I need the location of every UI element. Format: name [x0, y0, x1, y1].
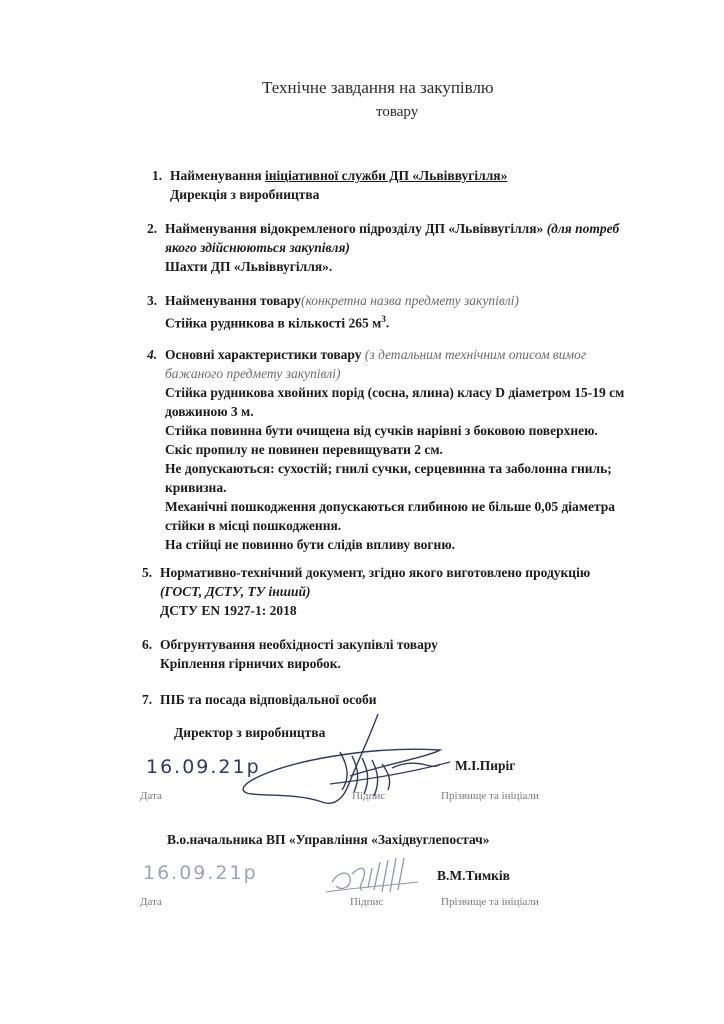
section-5 [142, 563, 591, 620]
section-heading: Обгрунтування необхідності закупівлі товару [160, 637, 438, 652]
signer-2-name: В.М.Тимків [437, 868, 510, 883]
section-number: 2. [147, 221, 158, 236]
signer-2-position: В.о.начальника ВП «Управління «Західвуглепостач» [167, 832, 490, 847]
section-value: Шахти ДП «Львіввугілля». [165, 259, 333, 274]
section-number: 5. [142, 565, 153, 580]
section-number: 7. [142, 692, 153, 707]
section-heading: Нормативно-технічний документ, згідно якого виготовлено продукцію [160, 565, 591, 580]
section-value: Стійка рудникова в кількості 265 $м^3$. [165, 314, 390, 331]
section-note: (конкретна назва предмету закупівлі) [301, 293, 519, 308]
section-number: 4. [147, 347, 158, 362]
signer-2-date-handwritten: 16.09.21р [143, 862, 258, 884]
section-heading: Найменування відокремленого підрозділу ДП «Львіввугілля» (для потреб [165, 221, 620, 236]
signer-1-date-label: Дата [140, 790, 162, 802]
section-line: Скіс пропилу не повинен перевищувати 2 см. [165, 442, 443, 457]
section-value: Дирекція з виробництва [170, 187, 320, 202]
section-line: кривизна. [165, 480, 227, 495]
signer-2-signature-label: Підпис [350, 896, 384, 908]
section-note: якого здійснюються закупівля) [165, 240, 350, 255]
section-line: Механічні пошкодження допускаються глибиною не більше 0,05 діаметра [165, 499, 616, 514]
signer-1-name-label: Прізвище та ініціали [441, 790, 539, 802]
section-heading: ПІБ та посада відповідальної особи [160, 692, 377, 707]
section-note: (для потреб [546, 221, 620, 236]
section-2 [147, 219, 620, 276]
section-line: довжиною 3 м. [165, 404, 254, 419]
section-number: 1. [152, 168, 163, 183]
signer-1-signature-label: Підпис [352, 790, 386, 802]
section-heading: Основні характеристики товару (з детальним технічним описом вимог [165, 347, 587, 362]
title-main: Технічне завдання на закупівлю [262, 78, 494, 97]
section-line: стійки в місці пошкодження. [165, 518, 342, 533]
section-heading: Найменування товару(конкретна назва предмету закупівлі) [165, 293, 519, 308]
section-heading-underlined: ініціативної служби ДП «Львіввугілля» [265, 168, 508, 183]
section-note: (ГОСТ, ДСТУ, ТУ інший) [160, 584, 311, 599]
section-line: Не допускаються: сухостій; гнилі сучки, серцевинна та заболонна гниль; [165, 461, 612, 476]
title-sub: товару [376, 104, 419, 120]
section-6 [142, 635, 438, 673]
signer-1-position: Директор з виробництва [174, 725, 326, 740]
section-note: бажаного предмету закупівлі) [165, 366, 341, 381]
section-note: (з детальним технічним описом вимог [364, 347, 587, 362]
section-1 [152, 166, 508, 204]
section-value: Кріплення гірничих виробок. [160, 656, 341, 671]
signer-2-date-label: Дата [140, 896, 162, 908]
signer-2-name-label: Прізвище та ініціали [441, 896, 539, 908]
section-value: ДСТУ EN 1927-1: 2018 [160, 603, 297, 618]
signer-1-date-handwritten: 16.09.21р [146, 756, 261, 778]
section-line: На стійці не повинно бути слідів впливу вогню. [165, 537, 456, 552]
signer-1-name: М.І.Пиріг [455, 758, 516, 773]
section-line: Стійка повинна бути очищена від сучків нарівні з боковою поверхнею. [165, 423, 598, 438]
section-number: 3. [147, 293, 158, 308]
signer-2-signature-image [322, 852, 432, 902]
section-number: 6. [142, 637, 153, 652]
section-3 [147, 291, 519, 333]
section-4 [147, 345, 625, 554]
section-line: Стійка рудникова хвойних порід (сосна, ялина) класу D діаметром 15-19 см [165, 385, 625, 400]
section-heading: Найменування ініціативної служби ДП «Львіввугілля» [170, 168, 508, 183]
